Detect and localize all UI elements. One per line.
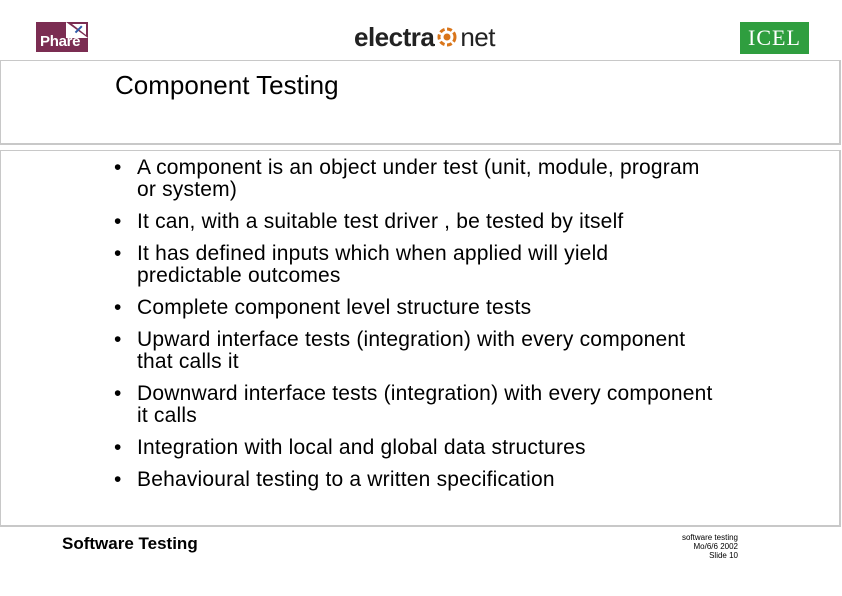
- bullet-item: [114, 297, 714, 319]
- footer-subject: software testing: [681, 533, 738, 542]
- footer-slide-number: Slide 10: [709, 551, 738, 560]
- phare-logo: [36, 22, 88, 52]
- bullet-marker: •: [114, 436, 122, 459]
- bullet-text: Integration with local and global data structures: [137, 436, 586, 459]
- bullet-marker: •: [114, 328, 122, 351]
- bullet-text: Complete component level structure tests: [137, 296, 532, 319]
- bullet-item: [114, 243, 714, 287]
- electranet-logo-main: electra: [354, 21, 435, 52]
- footer-date: Mo/6/6 2002: [693, 542, 738, 551]
- bullet-text: A component is an object under test (unit, module, program or system): [137, 156, 700, 201]
- bullet-text: It has defined inputs which when applied will yield predictable outcomes: [137, 242, 609, 287]
- bullet-item: [114, 329, 714, 373]
- electranet-logo-sub: net: [460, 21, 495, 52]
- bullet-marker: •: [114, 296, 122, 319]
- bullet-text: Downward interface tests (integration) with every component it calls: [137, 382, 713, 427]
- bullet-text: Upward interface tests (integration) with every component that calls it: [137, 328, 686, 373]
- bullet-text: Behavioural testing to a written specification: [137, 468, 555, 491]
- slide-title: Component Testing: [115, 70, 339, 100]
- bullet-item: [114, 437, 714, 459]
- footer-slide-info: [640, 533, 738, 560]
- bullet-marker: •: [114, 210, 122, 233]
- bullet-marker: •: [114, 156, 122, 179]
- bullet-item: [114, 157, 714, 201]
- bullet-item: [114, 383, 714, 427]
- bullet-text: It can, with a suitable test driver , be tested by itself: [137, 210, 624, 233]
- bullet-marker: •: [114, 242, 122, 265]
- phare-logo-text: Phare: [40, 33, 81, 50]
- bullet-marker: •: [114, 382, 122, 405]
- bullet-marker: •: [114, 468, 122, 491]
- electranet-mark-icon: [437, 27, 457, 47]
- electranet-logo: [354, 22, 495, 52]
- icel-logo-text: ICEL: [748, 25, 801, 50]
- bullet-list: [114, 157, 714, 501]
- footer-course-title: Software Testing: [62, 534, 198, 553]
- bullet-item: [114, 469, 714, 491]
- icel-logo: [740, 22, 809, 54]
- bullet-item: [114, 211, 714, 233]
